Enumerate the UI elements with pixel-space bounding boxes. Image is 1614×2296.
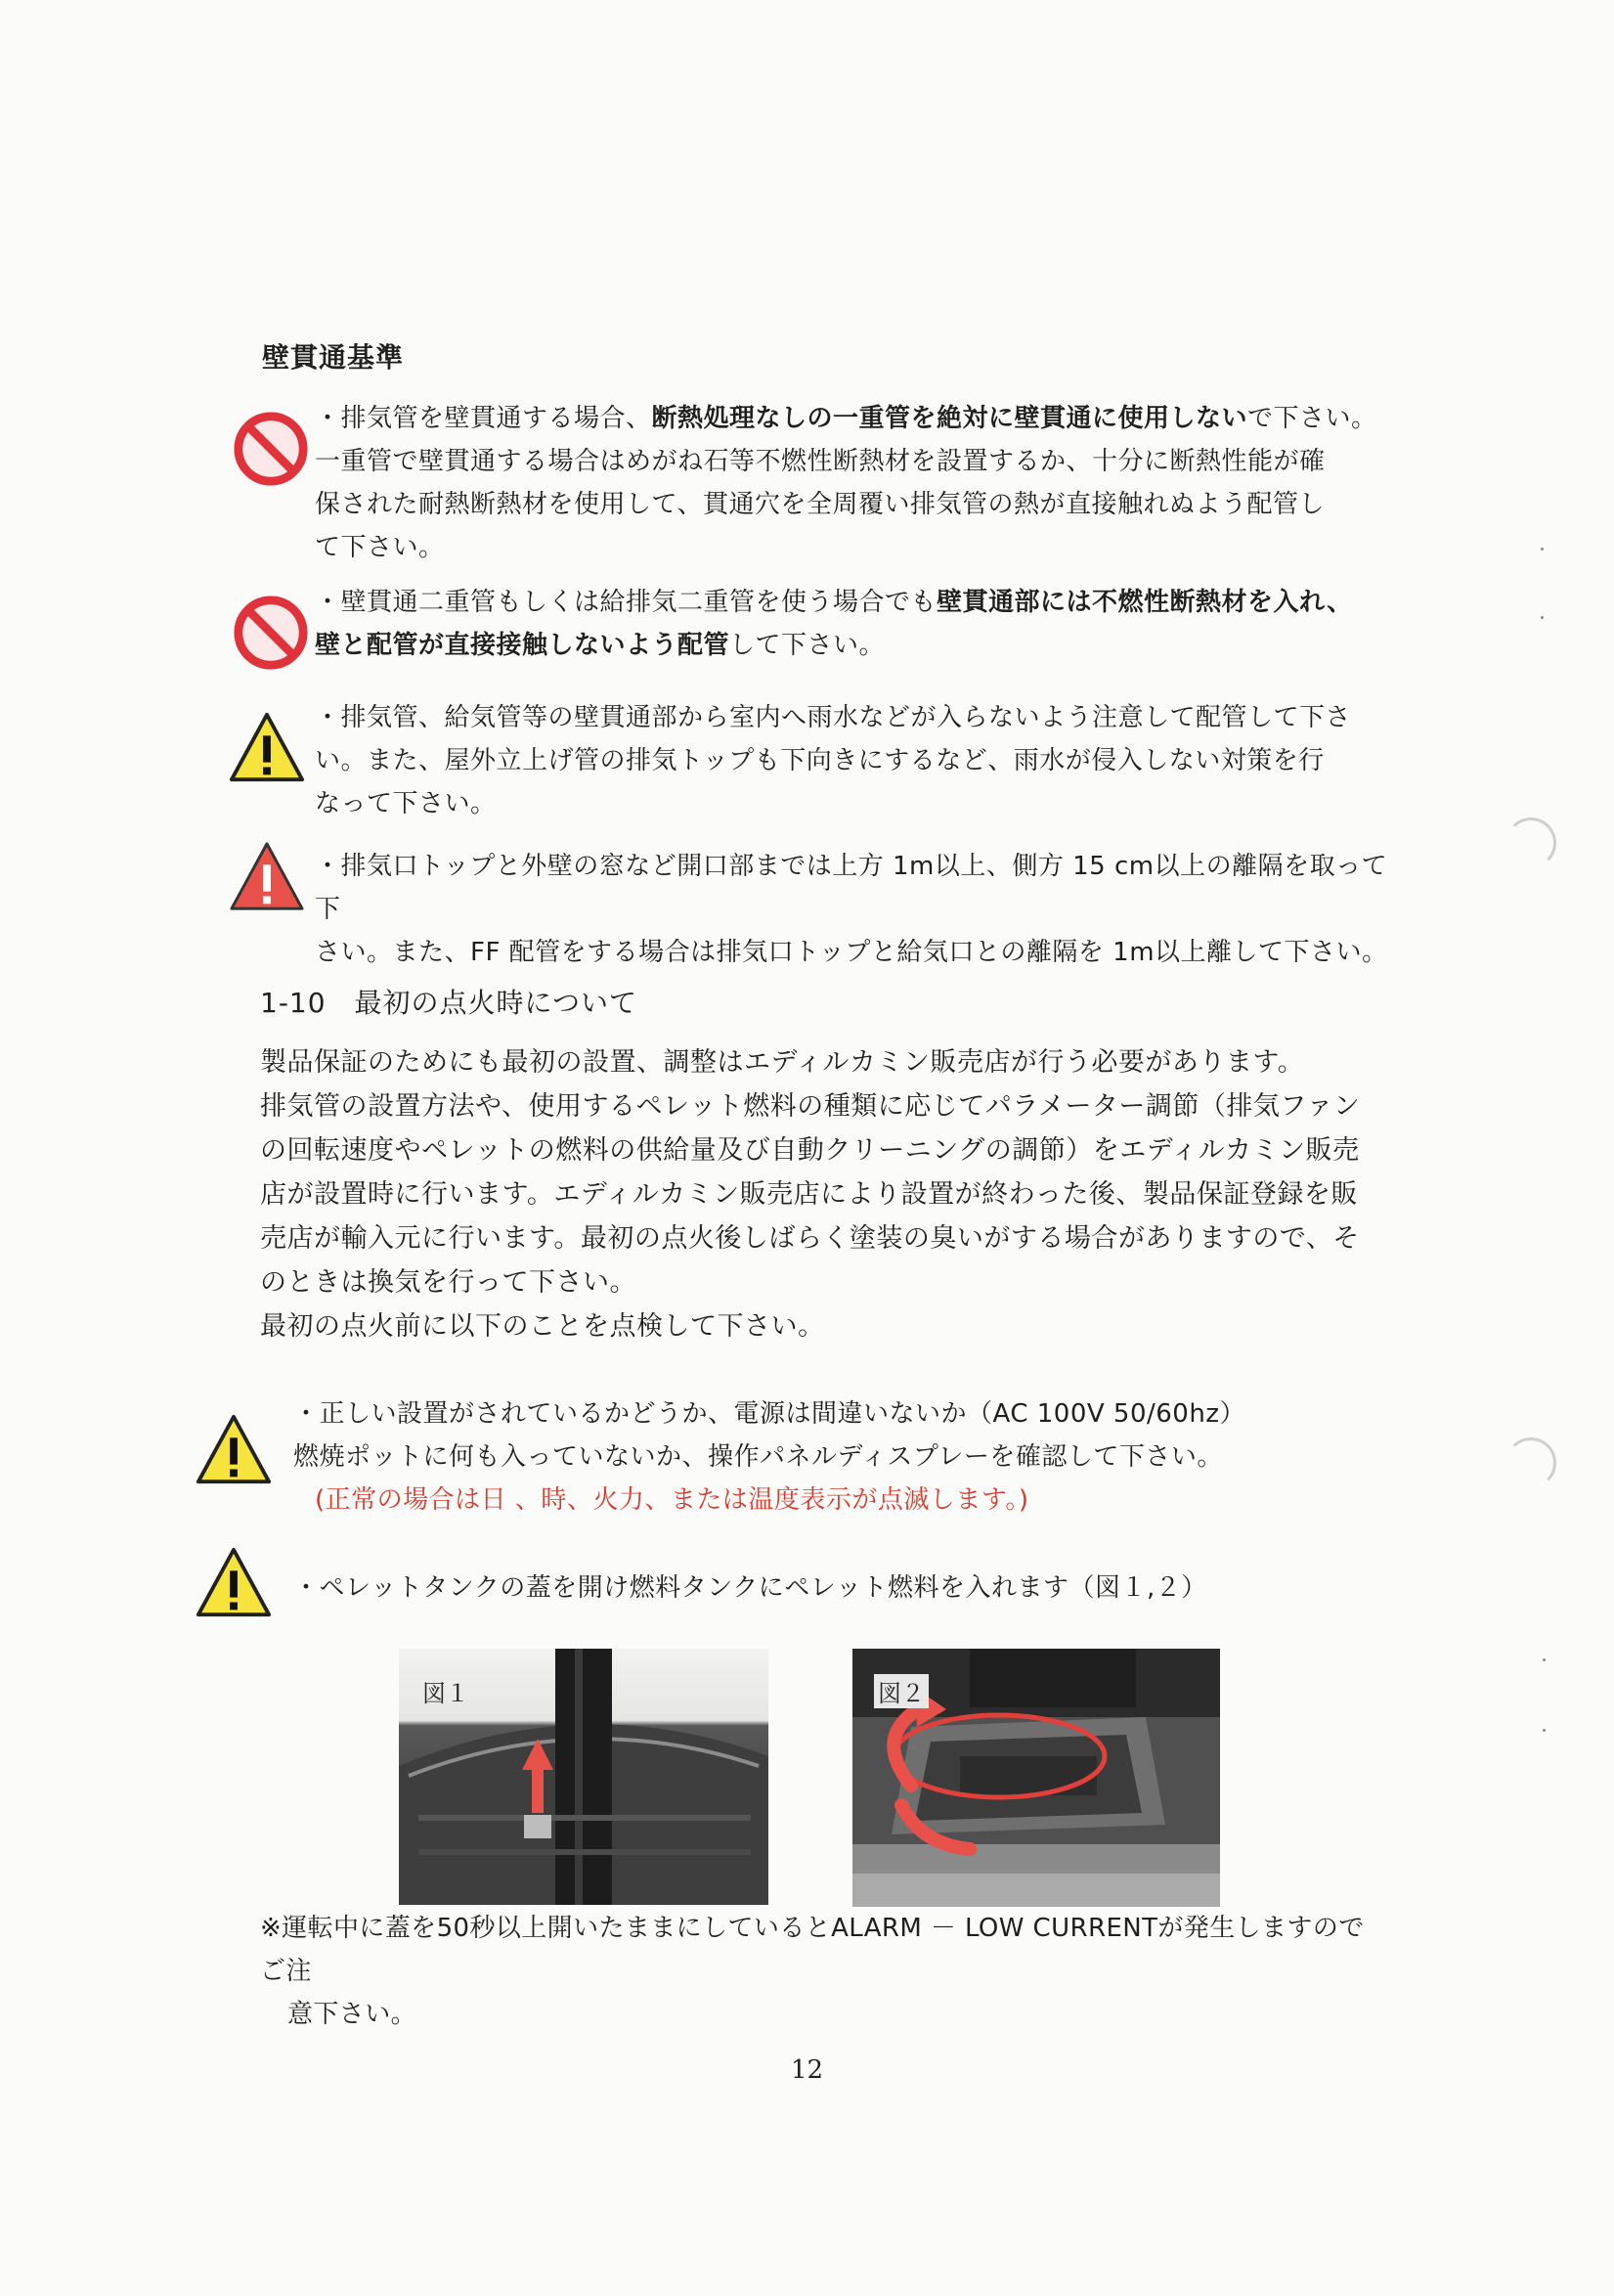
note-text (260, 1907, 1365, 2036)
paragraph-line: 最初の点火前に以下のことを点検して下さい。 (260, 1311, 825, 1342)
item-2-text (315, 581, 1400, 667)
intro-paragraph (260, 1040, 1365, 1348)
caution-yellow-icon (229, 710, 305, 786)
section-title: 1-10 最初の点火時について (260, 987, 637, 1019)
scan-speck (1543, 1729, 1546, 1732)
item-4-text (315, 845, 1400, 974)
note-line: ※運転中に蓋を50秒以上開いたままにしているとALARM － LOW CURRENTが発生しますのでご注 (260, 1914, 1365, 1986)
text-run: て下さい。 (315, 533, 445, 562)
bold-text: 壁と配管が直接接触しないよう配管 (315, 631, 730, 660)
prohibition-icon (233, 411, 309, 487)
item-line (315, 782, 1400, 825)
scan-speck (1543, 1658, 1546, 1661)
check-line: ・正しい設置がされているかどうか、電源は間違いないか（AC 100V 50/60hz） (293, 1399, 1245, 1429)
item-line (315, 483, 1400, 526)
check-red-note: (正常の場合は日 、時、火力、または温度表示が点滅します。) (315, 1485, 1029, 1515)
note-line: 意下さい。 (287, 2000, 417, 2029)
text-run: 一重管で壁貫通する場合はめがね石等不燃性断熱材を設置するか、十分に断熱性能が確 (315, 447, 1326, 476)
paragraph-line: のときは換気を行って下さい。 (260, 1267, 636, 1298)
text-run: して下さい。 (729, 631, 886, 660)
item-line (315, 397, 1400, 440)
text-run: い。また、屋外立上げ管の排気トップも下向きにするなど、雨水が侵入しない対策を行 (315, 746, 1325, 775)
item-line (315, 526, 1400, 569)
item-line (315, 581, 1400, 624)
prohibition-icon (233, 595, 309, 671)
paragraph-line: 店が設置時に行います。エディルカミン販売店により設置が終わった後、製品保証登録を販 (260, 1179, 1358, 1210)
item-3-text (315, 696, 1400, 825)
text-run: ・排気口トップと外壁の窓など開口部までは上方 1m以上、側方 15 cm以上の離隔を取って下 (315, 852, 1388, 924)
figure-2-label: 図２ (874, 1674, 929, 1708)
text-run: で下さい。 (1247, 404, 1377, 433)
text-run: さい。また、FF 配管をする場合は排気口トップと給気口との離隔を 1m以上離して下さい。 (315, 938, 1388, 967)
page-number: 12 (790, 2055, 824, 2085)
bold-text: 壁貫通部には不燃性断熱材を入れ、 (937, 588, 1353, 617)
text-run: ・排気管、給気管等の壁貫通部から室内へ雨水などが入らないよう注意して配管して下さ (315, 703, 1352, 732)
binder-hole (1505, 817, 1556, 868)
scan-speck (1541, 548, 1544, 551)
bold-text: 断熱処理なしの一重管を絶対に壁貫通に使用しない (651, 404, 1248, 433)
item-line (315, 845, 1400, 931)
text-run: なって下さい。 (315, 789, 497, 818)
binder-hole (1505, 1437, 1556, 1488)
item-line (315, 696, 1400, 739)
paragraph-line: 排気管の設置方法や、使用するペレット燃料の種類に応じてパラメーター調節（排気ファン (260, 1091, 1361, 1122)
figure-1-label: 図１ (422, 1680, 469, 1707)
text-run: 保された耐熱断熱材を使用して、貫通穴を全周覆い排気管の熱が直接触れぬよう配管し (315, 490, 1325, 519)
item-1-text (315, 397, 1400, 569)
check-line: 燃焼ポットに何も入っていないか、操作パネルディスプレーを確認して下さい。 (293, 1442, 1223, 1472)
check-2-text: ・ペレットタンクの蓋を開け燃料タンクにペレット燃料を入れます（図１,２） (293, 1573, 1207, 1603)
caution-yellow-icon (196, 1412, 272, 1488)
caution-red-icon (229, 839, 305, 915)
item-line (315, 739, 1400, 782)
caution-yellow-icon (196, 1545, 272, 1621)
item-line (315, 440, 1400, 483)
item-line (315, 931, 1400, 974)
section-heading: 壁貫通基準 (262, 341, 405, 374)
text-run: ・壁貫通二重管もしくは給排気二重管を使う場合でも (315, 588, 938, 617)
text-run: ・排気管を壁貫通する場合、 (315, 404, 652, 433)
paragraph-line: 製品保証のためにも最初の設置、調整はエディルカミン販売店が行う必要があります。 (260, 1047, 1305, 1078)
check-1-text (293, 1392, 1369, 1522)
scan-speck (1541, 616, 1544, 619)
item-line (315, 624, 1400, 667)
paragraph-line: の回転速度やペレットの燃料の供給量及び自動クリーニングの調節）をエディルカミン販売 (260, 1135, 1360, 1166)
paragraph-line: 売店が輸入元に行います。最初の点火後しばらく塗装の臭いがする場合がありますので、そ (260, 1223, 1360, 1254)
